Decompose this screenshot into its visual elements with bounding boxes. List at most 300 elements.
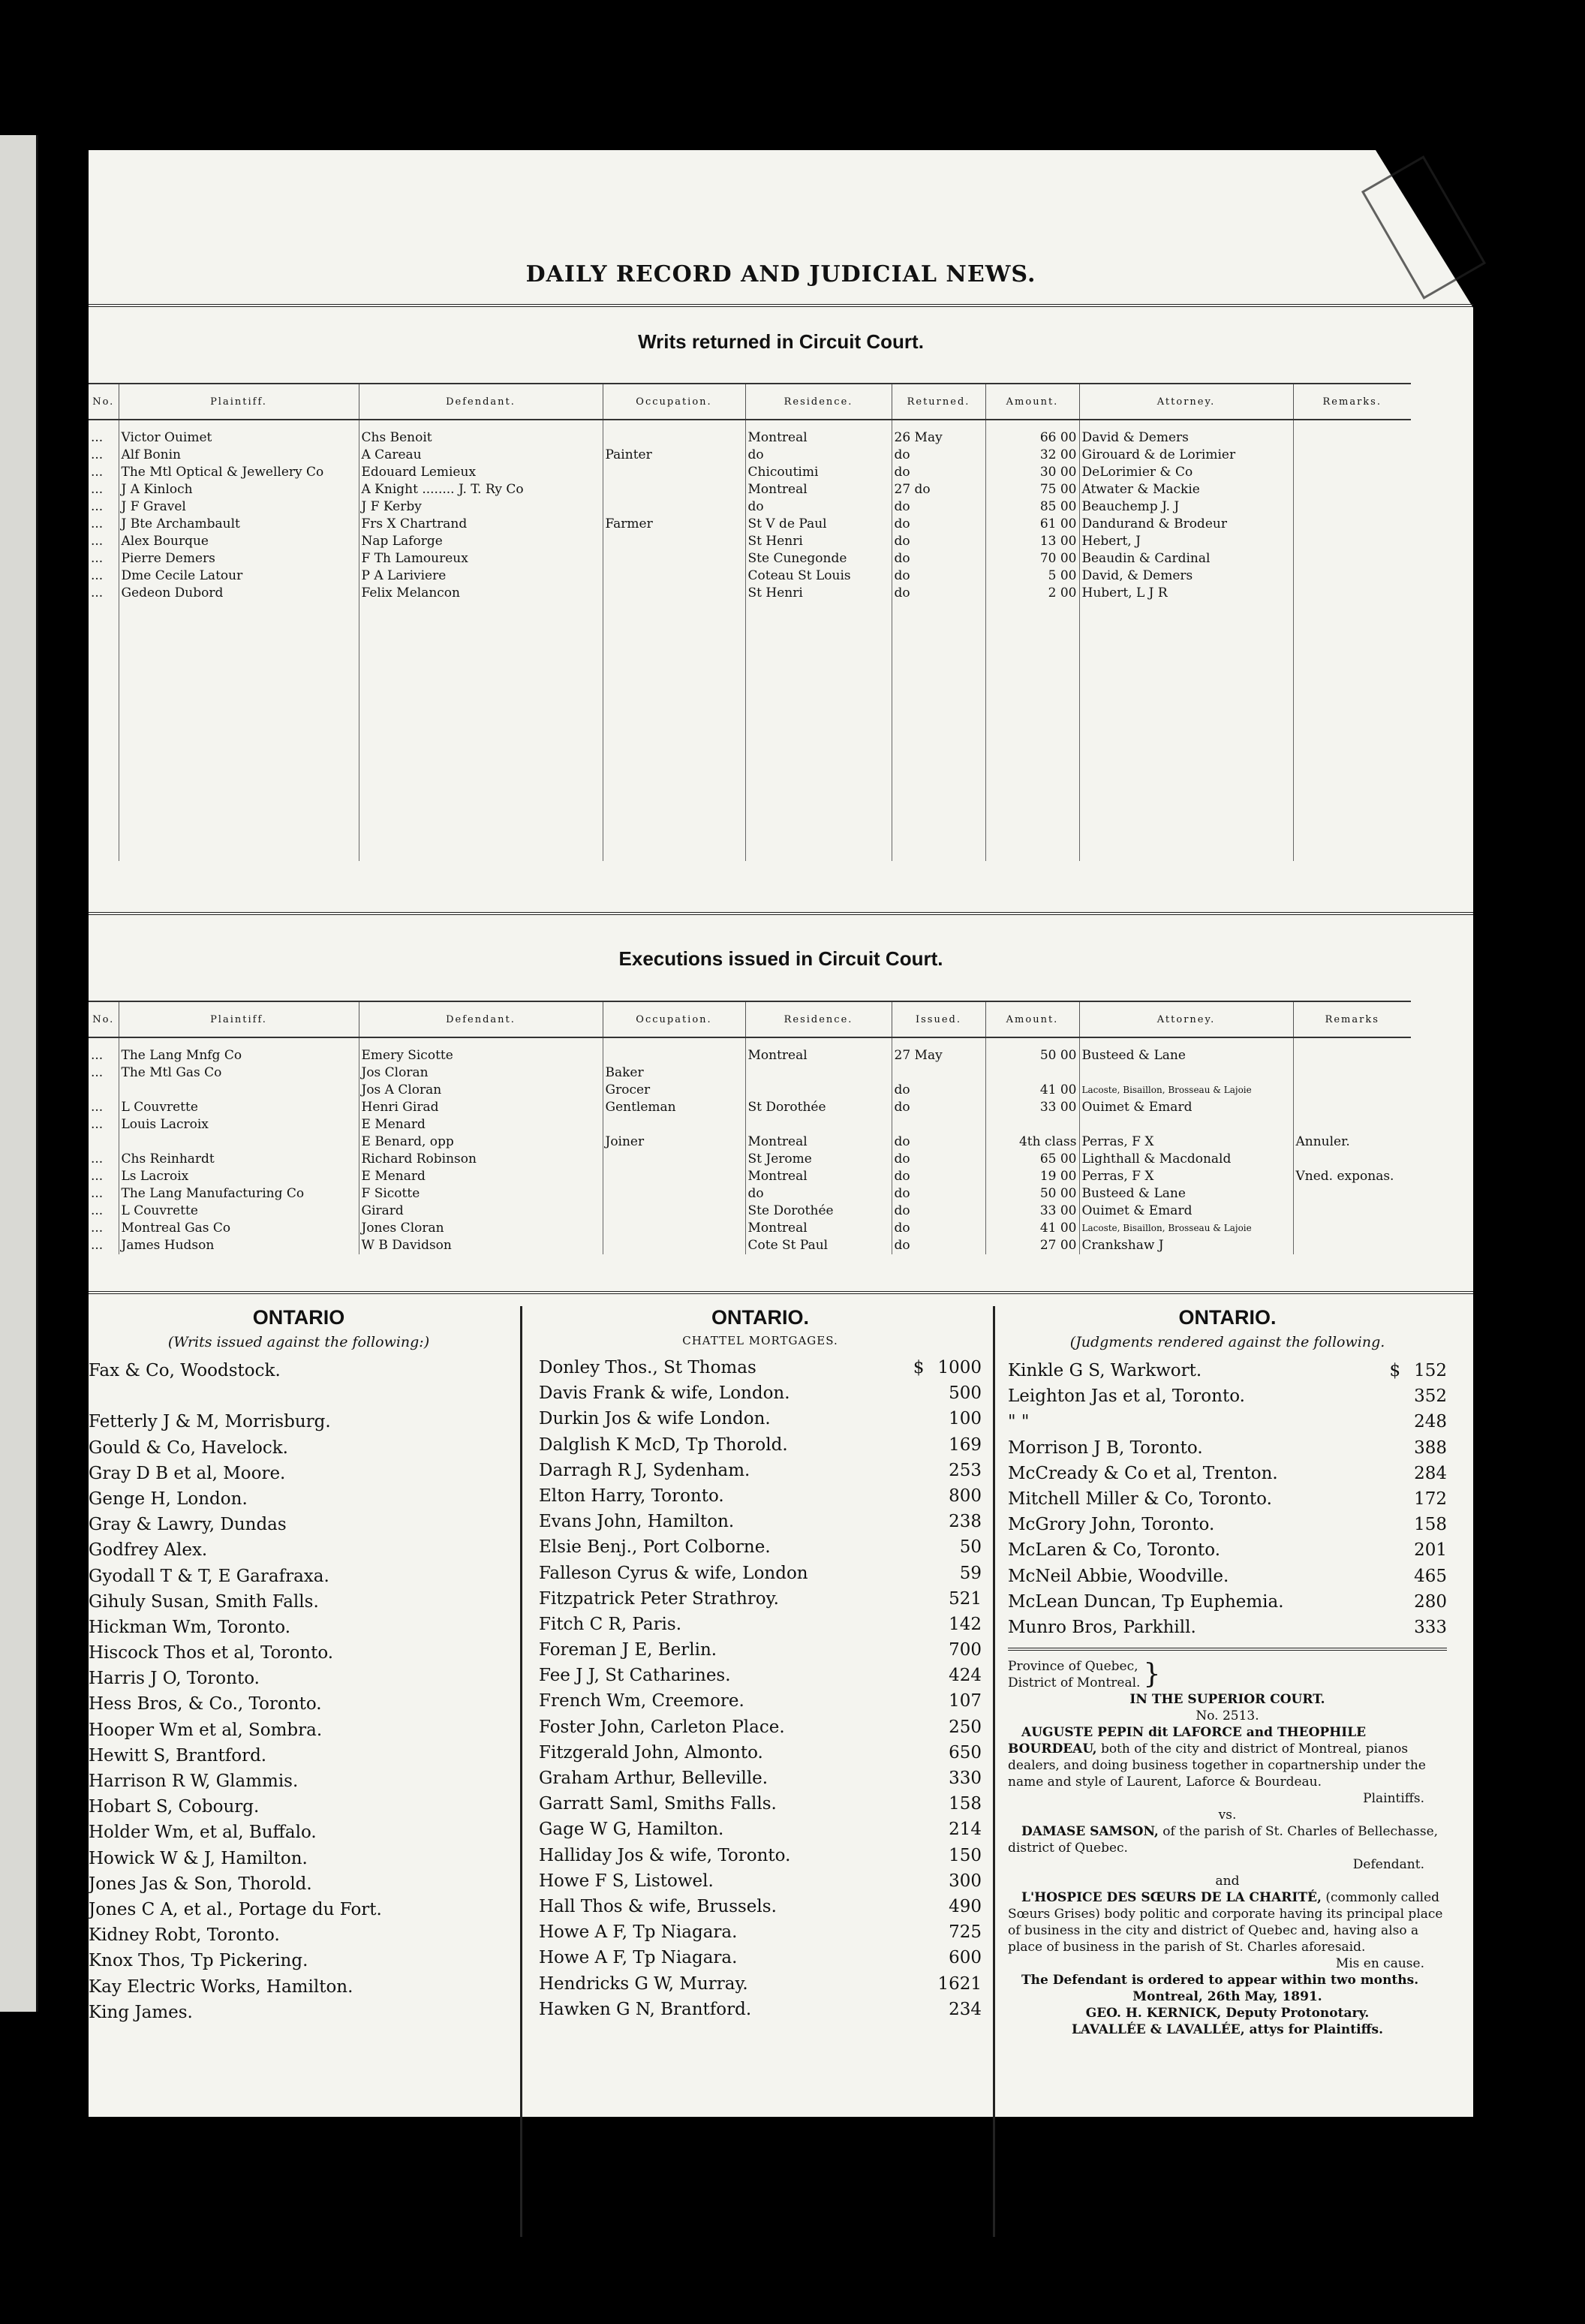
- table-cell: 27 do: [892, 481, 985, 498]
- column-header: Attorney.: [1079, 384, 1293, 420]
- list-item: [539, 1663, 982, 1688]
- table-cell: [1079, 809, 1293, 826]
- writs-title: Writs returned in Circuit Court.: [638, 330, 924, 353]
- table-cell: ...: [91, 1169, 104, 1184]
- table-cell: [603, 619, 745, 637]
- table-cell: do: [892, 567, 985, 585]
- table-cell: [603, 1185, 745, 1203]
- table-cell: P A Lariviere: [359, 567, 603, 585]
- executions-header-row: [89, 1001, 1411, 1037]
- list-item: [89, 1589, 509, 1615]
- table-cell: Felix Melancon: [359, 585, 603, 602]
- table-cell: [892, 420, 985, 429]
- table-cell: [985, 757, 1079, 775]
- table-cell: [1293, 1151, 1411, 1168]
- list-item-name: Morrison J B, Toronto.: [1008, 1437, 1203, 1458]
- list-item-amount: [929, 1945, 982, 1970]
- table-cell: [892, 757, 985, 775]
- table-cell: [359, 420, 603, 429]
- list-item-name: Davis Frank & wife, London.: [539, 1383, 790, 1404]
- table-cell: ...: [91, 1100, 104, 1115]
- table-cell: [985, 671, 1079, 688]
- table-cell: Cote St Paul: [745, 1237, 892, 1254]
- table-cell: [1293, 420, 1411, 429]
- list-item: [89, 1691, 509, 1717]
- ontario-chattel-column: [539, 1306, 982, 2022]
- table-cell: [119, 757, 359, 775]
- list-item: [539, 1714, 982, 1740]
- amount-value: 169: [949, 1434, 982, 1455]
- list-item-amount: [929, 1663, 982, 1688]
- table-cell: [1293, 619, 1411, 637]
- table-cell: [359, 757, 603, 775]
- amount-value: 300: [949, 1871, 982, 1891]
- table-cell: [745, 637, 892, 654]
- list-item-name: Gyodall T & T, E Garafraxa.: [89, 1566, 329, 1586]
- execution-row: [89, 1168, 1411, 1185]
- table-cell: do: [892, 1133, 985, 1151]
- list-item-name: McLaren & Co, Toronto.: [1008, 1540, 1221, 1561]
- list-item: [539, 1817, 982, 1842]
- table-cell: [359, 688, 603, 706]
- table-cell: Gedeon Dubord: [119, 585, 359, 602]
- table-cell: 32 00: [985, 447, 1079, 464]
- table-cell: Gentleman: [603, 1099, 745, 1116]
- list-item-amount: [929, 1561, 982, 1586]
- table-cell: Busteed & Lane: [1079, 1047, 1293, 1064]
- amount-value: 800: [949, 1486, 982, 1506]
- table-cell: Ouimet & Emard: [1079, 1203, 1293, 1220]
- table-cell: Vned. exponas.: [1293, 1168, 1411, 1185]
- list-item: [89, 1820, 509, 1845]
- table-cell: St Henri: [745, 585, 892, 602]
- table-cell: A Careau: [359, 447, 603, 464]
- empty-row: [89, 844, 1411, 861]
- column-header: Residence.: [745, 384, 892, 420]
- table-cell: [985, 420, 1079, 429]
- table-cell: 5 00: [985, 567, 1079, 585]
- writ-row: [89, 533, 1411, 550]
- column-header: Remarks.: [1293, 384, 1411, 420]
- table-cell: [603, 1116, 745, 1133]
- list-item: [89, 1640, 509, 1666]
- table-cell: [745, 420, 892, 429]
- table-cell: Victor Ouimet: [119, 429, 359, 447]
- list-item: [539, 1586, 982, 1612]
- table-cell: [89, 602, 119, 619]
- list-item-name: Jones Jas & Son, Thorold.: [89, 1874, 312, 1894]
- ontario-chattel-subtitle: CHATTEL MORTGAGES.: [682, 1334, 838, 1347]
- list-item-amount: [929, 1509, 982, 1534]
- list-item: [539, 1688, 982, 1714]
- table-cell: [119, 688, 359, 706]
- table-cell: [1293, 1082, 1411, 1099]
- table-cell: [603, 775, 745, 792]
- list-item-name: French Wm, Creemore.: [539, 1691, 744, 1711]
- table-cell: 66 00: [985, 429, 1079, 447]
- table-cell: E Menard: [359, 1168, 603, 1185]
- empty-row: [89, 792, 1411, 809]
- table-cell: [892, 671, 985, 688]
- column-header: Occupation.: [603, 384, 745, 420]
- amount-value: 490: [949, 1896, 982, 1916]
- table-cell: Dme Cecile Latour: [119, 567, 359, 585]
- table-cell: [985, 826, 1079, 844]
- table-cell: [119, 602, 359, 619]
- writ-row: [89, 447, 1411, 464]
- table-cell: Lacoste, Bisaillon, Brosseau & Lajoie: [1079, 1082, 1293, 1099]
- spacer-row: [89, 1037, 1411, 1047]
- table-cell: Busteed & Lane: [1079, 1185, 1293, 1203]
- list-item: [1008, 1435, 1447, 1461]
- table-cell: [1293, 550, 1411, 567]
- column-header: Residence.: [745, 1001, 892, 1037]
- table-cell: [119, 792, 359, 809]
- list-item-name: Mitchell Miller & Co, Toronto.: [1008, 1489, 1272, 1509]
- table-cell: Atwater & Mackie: [1079, 481, 1293, 498]
- table-cell: The Mtl Optical & Jewellery Co: [119, 464, 359, 481]
- table-cell: St Dorothée: [745, 1099, 892, 1116]
- execution-row: [89, 1203, 1411, 1220]
- table-cell: [603, 688, 745, 706]
- writs-rule: [89, 912, 1473, 915]
- column-header: Occupation.: [603, 1001, 745, 1037]
- list-item-name: Hall Thos & wife, Brussels.: [539, 1896, 777, 1916]
- list-item-name: Genge H, London.: [89, 1489, 248, 1509]
- table-cell: do: [892, 585, 985, 602]
- table-cell: Chs Benoit: [359, 429, 603, 447]
- table-cell: [119, 809, 359, 826]
- table-cell: [89, 809, 119, 826]
- table-cell: 13 00: [985, 533, 1079, 550]
- list-item-name: Fitzgerald John, Almonto.: [539, 1742, 763, 1763]
- table-cell: Grocer: [603, 1082, 745, 1099]
- list-item: [89, 1846, 509, 1871]
- list-item: [89, 2000, 509, 2025]
- table-cell: [745, 775, 892, 792]
- writ-row: [89, 481, 1411, 498]
- list-item: [89, 1512, 509, 1537]
- list-item-name: Evans John, Hamilton.: [539, 1512, 735, 1532]
- column-header: Amount.: [985, 384, 1079, 420]
- table-cell: Montreal: [745, 1168, 892, 1185]
- executions-title: Executions issued in Circuit Court.: [618, 947, 943, 970]
- list-item: [89, 1358, 509, 1383]
- table-cell: [119, 619, 359, 637]
- table-cell: [892, 792, 985, 809]
- ontario-writs-column: [89, 1306, 509, 2025]
- table-cell: St Jerome: [745, 1151, 892, 1168]
- list-item: [1008, 1486, 1447, 1512]
- table-cell: [1079, 420, 1293, 429]
- table-cell: [1079, 619, 1293, 637]
- table-cell: [603, 567, 745, 585]
- notice-province: Province of Quebec,: [1008, 1659, 1138, 1675]
- notice-brace: }: [1143, 1659, 1161, 1690]
- table-cell: 41 00: [985, 1082, 1079, 1099]
- table-cell: Edouard Lemieux: [359, 464, 603, 481]
- empty-row: [89, 637, 1411, 654]
- execution-row: [89, 1237, 1411, 1254]
- ontario-writs-title: ONTARIO: [252, 1306, 345, 1329]
- list-item-amount: [1394, 1537, 1447, 1563]
- table-cell: [89, 654, 119, 671]
- table-cell: [1079, 1064, 1293, 1082]
- table-cell: do: [892, 1185, 985, 1203]
- table-cell: [985, 740, 1079, 757]
- notice-plaintiffs-names: AUGUSTE PEPIN dit LAFORCE and THEOPHILE BOURDEAU,: [1008, 1725, 1367, 1757]
- table-cell: [1079, 1037, 1293, 1047]
- list-item-name: " ": [1008, 1412, 1030, 1432]
- list-item-name: Gage W G, Hamilton.: [539, 1820, 724, 1840]
- notice-defendant-name: DAMASE SAMSON,: [1021, 1824, 1159, 1840]
- executions-table: [89, 1001, 1411, 1254]
- list-item-amount: [929, 1688, 982, 1714]
- table-cell: 61 00: [985, 516, 1079, 533]
- table-cell: do: [892, 1151, 985, 1168]
- list-item-name: Hooper Wm et al, Sombra.: [89, 1720, 323, 1740]
- notice-signed: GEO. H. KERNICK, Deputy Protonotary.: [1085, 2006, 1370, 2021]
- table-cell: [745, 1082, 892, 1099]
- table-cell: [1079, 637, 1293, 654]
- list-item-name: Garratt Saml, Smiths Falls.: [539, 1794, 777, 1814]
- table-cell: [1079, 723, 1293, 740]
- list-item: [1008, 1409, 1447, 1434]
- table-cell: [745, 792, 892, 809]
- execution-row: [89, 1185, 1411, 1203]
- amount-value: 150: [949, 1845, 982, 1865]
- notice-vs: vs.: [1218, 1808, 1237, 1823]
- list-item-amount: [929, 1586, 982, 1612]
- list-item: [539, 1432, 982, 1458]
- amount-value: 650: [949, 1742, 982, 1763]
- execution-row: [89, 1082, 1411, 1099]
- table-cell: [1293, 1064, 1411, 1082]
- notice-number: No. 2513.: [1196, 1708, 1259, 1724]
- table-cell: [119, 1037, 359, 1047]
- table-cell: [745, 757, 892, 775]
- list-item-name: Harrison R W, Glammis.: [89, 1772, 299, 1791]
- list-item-amount: [929, 1740, 982, 1766]
- table-cell: ...: [91, 534, 104, 549]
- table-cell: [89, 757, 119, 775]
- table-cell: [89, 688, 119, 706]
- table-cell: 19 00: [985, 1168, 1079, 1185]
- list-item-name: Fee J J, St Catharines.: [539, 1666, 731, 1686]
- table-cell: [745, 826, 892, 844]
- list-item: [539, 1612, 982, 1637]
- table-cell: [1293, 602, 1411, 619]
- notice-attys: LAVALLÉE & LAVALLÉE, attys for Plaintiffs.: [1071, 2022, 1384, 2038]
- list-item-name: Kinkle G S, Warkwort.: [1008, 1361, 1202, 1380]
- table-cell: [985, 792, 1079, 809]
- list-item-name: Jones C A, et al., Portage du Fort.: [89, 1899, 382, 1919]
- table-cell: [892, 688, 985, 706]
- empty-row: [89, 809, 1411, 826]
- amount-value: 330: [949, 1769, 982, 1788]
- table-cell: [89, 706, 119, 723]
- empty-row: [89, 706, 1411, 723]
- table-cell: [1079, 706, 1293, 723]
- list-item-amount: [1394, 1486, 1447, 1512]
- list-item-name: Donley Thos., St Thomas: [539, 1358, 756, 1377]
- page-header: DAILY RECORD AND JUDICIAL NEWS.: [525, 261, 1036, 287]
- table-cell: J A Kinloch: [119, 481, 359, 498]
- list-item-name: Fax & Co, Woodstock.: [89, 1361, 281, 1380]
- table-cell: David & Demers: [1079, 429, 1293, 447]
- list-item-name: Fitch C R, Paris.: [539, 1614, 682, 1634]
- list-item-name: Howe A F, Tp Niagara.: [539, 1922, 738, 1943]
- list-item: [539, 1509, 982, 1534]
- table-cell: [1079, 775, 1293, 792]
- column-header: Amount.: [985, 1001, 1079, 1037]
- list-item-amount: [929, 1997, 982, 2022]
- table-cell: [603, 602, 745, 619]
- execution-row: [89, 1151, 1411, 1168]
- table-cell: [119, 706, 359, 723]
- list-item-name: Hawken G N, Brantford.: [539, 1999, 752, 2019]
- table-cell: [745, 844, 892, 861]
- list-item-amount: [929, 1534, 982, 1560]
- list-item: [539, 1483, 982, 1509]
- table-cell: Jos A Cloran: [359, 1082, 603, 1099]
- list-item: [539, 1355, 982, 1380]
- table-cell: [985, 637, 1079, 654]
- list-item-amount: [913, 1355, 982, 1380]
- table-cell: [985, 706, 1079, 723]
- table-cell: Girard: [359, 1203, 603, 1220]
- list-item: [1008, 1512, 1447, 1537]
- column-divider: [520, 1306, 522, 2237]
- table-cell: [359, 671, 603, 688]
- list-item-name: Godfrey Alex.: [89, 1540, 208, 1561]
- currency-symbol: $: [913, 1358, 925, 1377]
- table-cell: ...: [91, 586, 104, 601]
- table-cell: [1293, 688, 1411, 706]
- table-cell: [603, 533, 745, 550]
- amount-value: 253: [949, 1460, 982, 1480]
- writ-row: [89, 567, 1411, 585]
- table-cell: Louis Lacroix: [119, 1116, 359, 1133]
- amount-value: 214: [949, 1820, 982, 1840]
- table-cell: 75 00: [985, 481, 1079, 498]
- table-cell: [745, 809, 892, 826]
- list-item-amount: [1394, 1512, 1447, 1537]
- empty-row: [89, 688, 1411, 706]
- table-cell: [89, 844, 119, 861]
- table-cell: ...: [91, 1117, 104, 1132]
- table-cell: Alf Bonin: [119, 447, 359, 464]
- empty-row: [89, 740, 1411, 757]
- table-cell: 4th class: [985, 1133, 1079, 1151]
- table-cell: [603, 792, 745, 809]
- table-cell: ...: [91, 447, 104, 462]
- table-cell: do: [892, 516, 985, 533]
- table-cell: do: [892, 1168, 985, 1185]
- table-cell: do: [892, 1203, 985, 1220]
- table-cell: [745, 1116, 892, 1133]
- table-cell: [119, 671, 359, 688]
- column-header: No.: [89, 1001, 119, 1037]
- header-rule: [89, 304, 1473, 307]
- table-cell: [603, 723, 745, 740]
- table-cell: [1293, 1203, 1411, 1220]
- table-cell: [603, 1151, 745, 1168]
- table-cell: [745, 602, 892, 619]
- amount-value: 521: [949, 1588, 982, 1609]
- column-header: Issued.: [892, 1001, 985, 1037]
- list-item-name: Hewitt S, Brantford.: [89, 1745, 267, 1766]
- table-cell: [745, 740, 892, 757]
- ontario-judgments-column: [1008, 1306, 1447, 2038]
- list-item-amount: [929, 1458, 982, 1483]
- writ-row: [89, 498, 1411, 516]
- table-cell: The Lang Mnfg Co: [119, 1047, 359, 1064]
- list-item-name: Gihuly Susan, Smith Falls.: [89, 1591, 319, 1612]
- empty-row: [89, 619, 1411, 637]
- list-item-name: Gray D B et al, Moore.: [89, 1463, 286, 1483]
- table-cell: ...: [91, 1238, 104, 1253]
- table-cell: [1293, 533, 1411, 550]
- table-cell: do: [892, 533, 985, 550]
- amount-value: 248: [1414, 1412, 1447, 1432]
- list-item-name: Hobart S, Cobourg.: [89, 1797, 260, 1817]
- list-item-name: Hiscock Thos et al, Toronto.: [89, 1643, 334, 1663]
- list-item: [89, 1717, 509, 1743]
- column-header: Defendant.: [359, 384, 603, 420]
- table-cell: [985, 809, 1079, 826]
- column-divider: [993, 1306, 995, 2237]
- list-item-name: Hickman Wm, Toronto.: [89, 1617, 291, 1637]
- list-item: [89, 1486, 509, 1512]
- table-cell: [1079, 602, 1293, 619]
- table-cell: do: [892, 1099, 985, 1116]
- list-item-name: McCready & Co et al, Trenton.: [1008, 1463, 1278, 1483]
- notice-defendant-label: Defendant.: [1352, 1857, 1424, 1873]
- table-cell: do: [892, 447, 985, 464]
- table-cell: J Bte Archambault: [119, 516, 359, 533]
- table-cell: [359, 792, 603, 809]
- table-cell: 50 00: [985, 1185, 1079, 1203]
- list-item-name: Foreman J E, Berlin.: [539, 1640, 717, 1660]
- list-item-name: Hess Bros, & Co., Toronto.: [89, 1694, 322, 1714]
- column-header: Defendant.: [359, 1001, 603, 1037]
- list-item-name: Hendricks G W, Murray.: [539, 1973, 748, 1994]
- execution-row: [89, 1047, 1411, 1064]
- table-cell: James Hudson: [119, 1237, 359, 1254]
- table-cell: ...: [91, 465, 104, 480]
- table-cell: do: [745, 447, 892, 464]
- table-cell: [89, 420, 119, 429]
- table-cell: [119, 1082, 359, 1099]
- table-cell: [745, 688, 892, 706]
- table-cell: [892, 809, 985, 826]
- table-cell: Henri Girad: [359, 1099, 603, 1116]
- table-cell: [119, 723, 359, 740]
- table-cell: [1293, 809, 1411, 826]
- table-cell: [1293, 498, 1411, 516]
- table-cell: [603, 809, 745, 826]
- table-cell: Farmer: [603, 516, 745, 533]
- notice-mis-label: Mis en cause.: [1335, 1956, 1424, 1972]
- ontario-writs-subtitle: (Writs issued against the following:): [167, 1334, 430, 1350]
- table-cell: St Henri: [745, 533, 892, 550]
- table-cell: [1293, 740, 1411, 757]
- amount-value: 284: [1414, 1463, 1447, 1483]
- table-cell: [603, 1220, 745, 1237]
- table-cell: Montreal Gas Co: [119, 1220, 359, 1237]
- table-cell: [603, 498, 745, 516]
